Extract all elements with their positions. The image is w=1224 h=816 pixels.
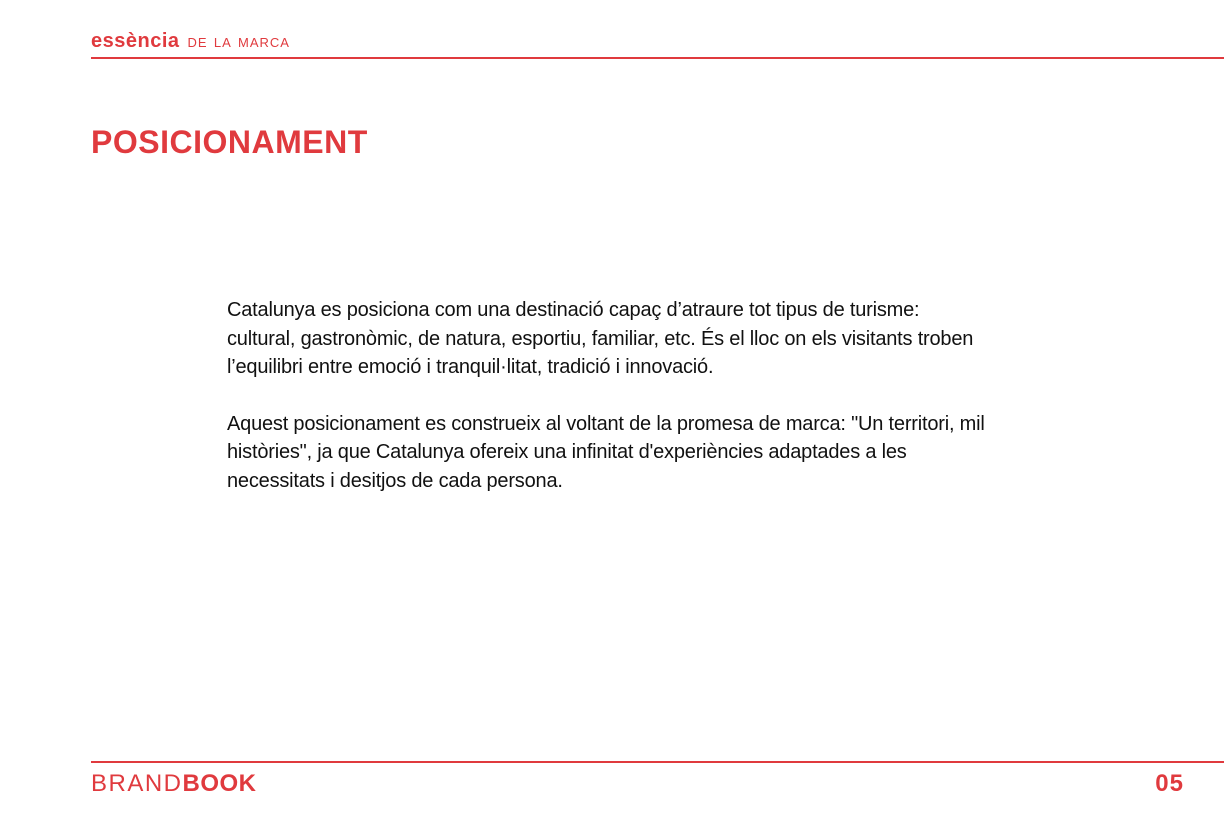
section-header xyxy=(91,30,290,58)
page-number: 05 xyxy=(1155,770,1184,797)
page-title: posicionament xyxy=(91,111,368,163)
body-paragraph-1: Catalunya es posiciona com una destinació capaç d’atraure tot tipus de turisme: cultural, gastronòmic, de natura, esportiu, familiar, etc. És el lloc on els visitants troben l’equilibri entre emoció i tranquil·litat, tradició i innovació. xyxy=(227,299,974,378)
footer-brand-logo xyxy=(91,770,257,798)
section-header-light: de la marca xyxy=(187,31,290,52)
body-text xyxy=(227,296,987,523)
header-divider xyxy=(91,57,1224,59)
footer-brand-bold: BOOK xyxy=(182,770,257,797)
body-paragraph-2: Aquest posicionament es construeix al voltant de la promesa de marca: "Un territori, mil històries", ja que Catalunya ofereix una infinitat d'experiències adaptades a les necessitats i desitjos de cada persona. xyxy=(227,412,985,492)
footer-divider xyxy=(91,761,1224,763)
footer-brand-light: BRAND xyxy=(91,770,183,797)
section-header-bold: essència xyxy=(91,30,180,52)
